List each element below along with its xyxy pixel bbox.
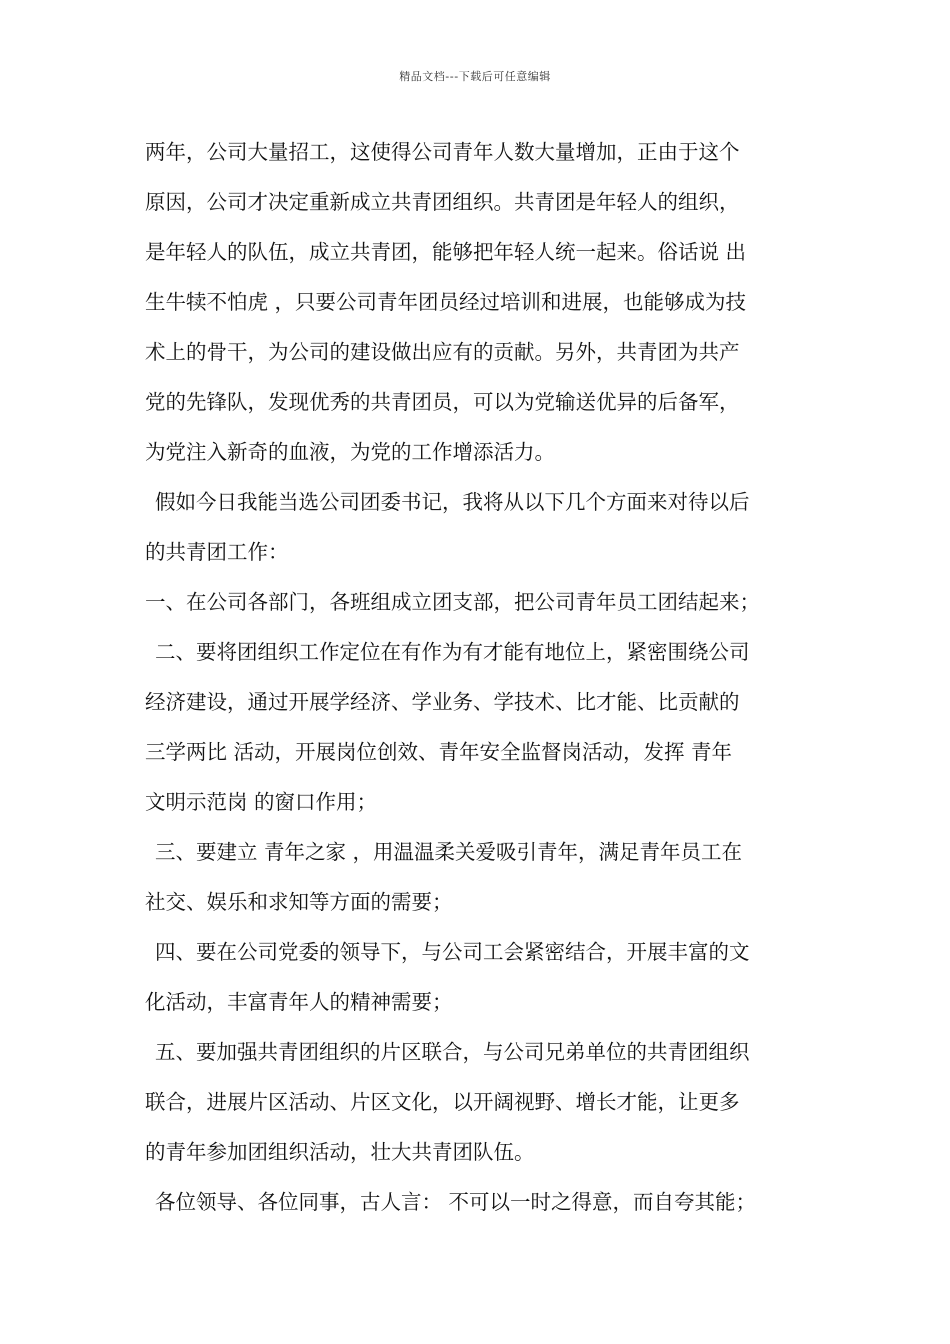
text-line: 原因，公司才决定重新成立共青团组织。共青团是年轻人的组织， bbox=[145, 190, 740, 214]
text-line: 的青年参加团组织活动，壮大共青团队伍。 bbox=[145, 1140, 535, 1164]
page-header: 精品文档---下载后可任意编辑 bbox=[399, 70, 551, 83]
text-line: 生牛犊不怕虎 ，只要公司青年团员经过培训和进展，也能够成为技 bbox=[145, 290, 747, 314]
document-body bbox=[145, 127, 807, 1227]
text-line: 三、要建立 青年之家 ，用温温柔关爱吸引青年，满足青年员工在 bbox=[155, 840, 743, 864]
text-line: 一、在公司各部门，各班组成立团支部，把公司青年员工团结起来； bbox=[145, 590, 760, 614]
text-line: 两年，公司大量招工，这使得公司青年人数大量增加，正由于这个 bbox=[145, 140, 740, 164]
text-line: 为党注入新奇的血液，为党的工作增添活力。 bbox=[145, 440, 555, 464]
text-line: 文明示范岗 的窗口作用； bbox=[145, 790, 378, 814]
text-line: 联合，进展片区活动、片区文化，以开阔视野、增长才能，让更多 bbox=[145, 1090, 740, 1114]
text-line: 二、要将团组织工作定位在有作为有才能有地位上，紧密围绕公司 bbox=[155, 640, 750, 664]
text-line: 的共青团工作： bbox=[145, 540, 289, 564]
text-line: 经济建设，通过开展学经济、学业务、学技术、比才能、比贡献的 bbox=[145, 690, 740, 714]
text-line: 五、要加强共青团组织的片区联合，与公司兄弟单位的共青团组织 bbox=[155, 1040, 750, 1064]
text-line: 是年轻人的队伍，成立共青团，能够把年轻人统一起来。俗话说 出 bbox=[145, 240, 747, 264]
text-line: 术上的骨干，为公司的建设做出应有的贡献。另外，共青团为共产 bbox=[145, 340, 740, 364]
text-line: 党的先锋队，发现优秀的共青团员，可以为党输送优异的后备军， bbox=[145, 390, 740, 414]
text-line: 各位领导、各位同事，古人言： 不可以一时之得意，而自夸其能； bbox=[155, 1190, 757, 1214]
text-line: 假如今日我能当选公司团委书记，我将从以下几个方面来对待以后 bbox=[155, 490, 750, 514]
text-line: 化活动，丰富青年人的精神需要； bbox=[145, 990, 453, 1014]
text-line: 社交、娱乐和求知等方面的需要； bbox=[145, 890, 453, 914]
text-line: 四、要在公司党委的领导下，与公司工会紧密结合，开展丰富的文 bbox=[155, 940, 750, 964]
text-line: 三学两比 活动，开展岗位创效、青年安全监督岗活动，发挥 青年 bbox=[145, 740, 733, 764]
